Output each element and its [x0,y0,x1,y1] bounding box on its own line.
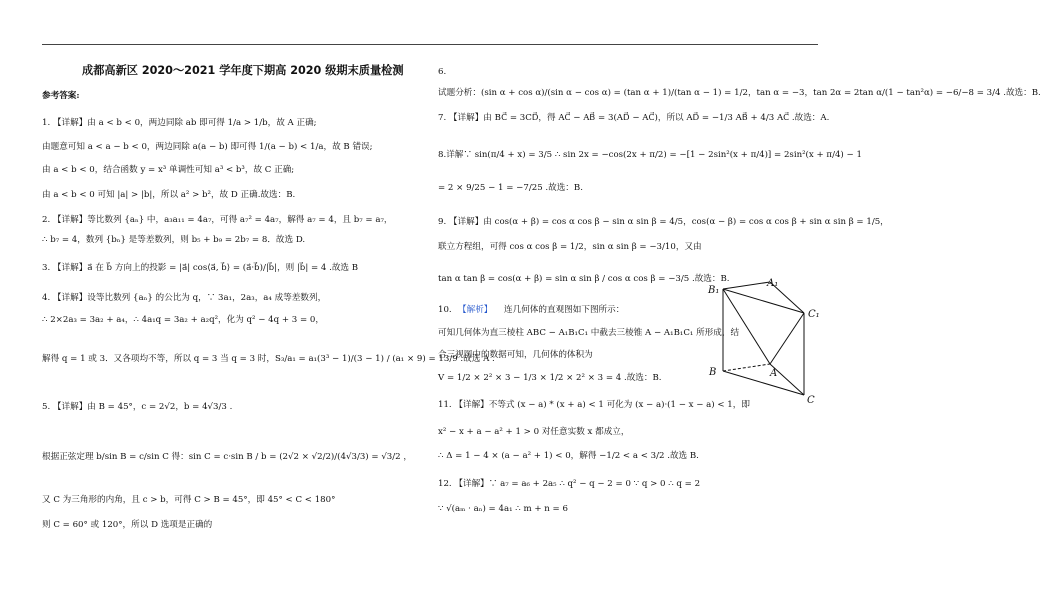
q9-line-b: 联立方程组，可得 cos α cos β = 1/2，sin α sin β = −3/10，又由 [438,242,702,252]
q7-line: 7. 【详解】由 BC⃗ = 3CD⃗，得 AC⃗ − AB⃗ = 3(AD⃗ − AC⃗)，所以 AD⃗ = −1/3 AB⃗ + 4/3 AC⃗ .故选：A. [438,113,830,123]
document-title: 成都高新区 2020～2021 学年度下期高 2020 级期末质量检测 [82,64,404,77]
q10-line-a: 连几何体的直观图如下图所示： [504,305,625,315]
q5-line-d: 则 C = 60° 或 120°，所以 D 选项是正确的 [42,520,213,530]
q1-line-a: 1. 【详解】由 a < b < 0，两边同除 ab 即可得 1/a > 1/b，故 A 正确; [42,118,317,128]
label-c1: C₁ [808,309,820,320]
header-rule [42,44,818,45]
label-a: A [770,368,778,379]
q11-line-b: x² − x + a − a² + 1 > 0 对任意实数 x 都成立， [438,427,630,437]
q6-line: 试题分析：(sin α + cos α)/(sin α − cos α) = (tan α + 1)/(tan α − 1) = 1/2，tan α = −3，tan 2α = 2tan α/(1 − tan²α) = −6/−8 = 3/4 .故选：B. [438,88,1041,98]
q12-line-b: ∵ √(aₘ · aₙ) = 4a₁ ∴ m + n = 6 [438,504,568,514]
q3-line: 3. 【详解】a⃗ 在 b⃗ 方向上的投影 = |a⃗| cos⟨a⃗, b⃗⟩ = (a⃗·b⃗)/|b⃗|，则 |b⃗| = 4 .故选 B [42,263,359,273]
q9-line-c: tan α tan β = cos(α + β) = sin α sin β / cos α cos β = −3/5 .故选：B. [438,274,730,284]
label-c: C [807,395,815,406]
edge-c1-a [770,313,804,364]
q8-line-a: 8.详解∵ sin(π/4 + x) = 3/5 ∴ sin 2x = −cos(2x + π/2) = −[1 − 2sin²(x + π/4)] = 2sin²(x + π/4) − 1 [438,150,862,160]
q5-line-b: 根据正弦定理 b/sin B = c/sin C 得：sin C = c·sin B / b = (2√2 × √2/2)/(4√3/3) = √3/2 ， [42,452,412,462]
q9-line-a: 9. 【详解】由 cos(α + β) = cos α cos β − sin α sin β = 4/5，cos(α − β) = cos α cos β + sin α sin β = 1/5， [438,217,889,227]
label-b: B [709,367,717,378]
edge-b1-a1 [723,282,770,289]
q8-line-b: = 2 × 9/25 − 1 = −7/25 .故选：B. [438,183,583,193]
q10-analysis-tag: 【解析】 [458,305,493,315]
q12-line-a: 12. 【详解】∵ a₇ = a₆ + 2a₅ ∴ q² − q − 2 = 0 ∵ q > 0 ∴ q = 2 [438,479,701,489]
edge-b-c [723,371,804,395]
q10-number: 10. [438,305,452,315]
q10-line-c: 合三视图中的数据可知，几何体的体积为 [438,350,593,360]
q10-line-d: V = 1/2 × 2² × 3 − 1/3 × 1/2 × 2² × 3 = 4 .故选：B. [438,373,662,383]
q11-line-c: ∴ Δ = 1 − 4 × (a − a² + 1) < 0，解得 −1/2 < a < 3/2 .故选 B. [438,451,699,461]
q4-line-b: ∴ 2×2a₃ = 3a₂ + a₄，∴ 4a₁q = 3a₂ + a₂q²，化为 q² − 4q + 3 = 0， [42,315,324,325]
q5-line-c: 又 C 为三角形的内角，且 c > b，可得 C > B = 45°，即 45° < C < 180° [42,495,336,505]
q4-line-a: 4. 【详解】设等比数列 {aₙ} 的公比为 q，∵ 3a₁，2a₃，a₄ 成等差数列， [42,293,327,303]
edge-b-a-hidden [723,364,770,371]
q5-line-a: 5. 【详解】由 B = 45°，c = 2√2，b = 4√3/3 . [42,402,233,412]
q1-line-c: 由 a < b < 0，结合函数 y = x³ 单调性可知 a³ < b³，故 C 正确; [42,165,295,175]
q6-number: 6. [438,67,447,77]
prism-figure [708,277,828,407]
q2-line-b: ∴ b₇ = 4，数列 {bₙ} 是等差数列，则 b₅ + b₉ = 2b₇ = 8．故选 D. [42,235,306,245]
edge-b1-a [723,289,770,364]
q10-line-b: 可知几何体为直三棱柱 ABC − A₁B₁C₁ 中截去三棱锥 A − A₁B₁C₁ 所形成，结 [438,328,740,338]
q1-line-b: 由题意可知 a < a − b < 0，两边同除 a(a − b) 即可得 1/(a − b) < 1/a，故 B 错误; [42,142,373,152]
edge-b1-c1 [723,289,804,313]
label-b1: B₁ [708,285,720,296]
q2-line-a: 2. 【详解】等比数列 {aₙ} 中，a₃a₁₁ = 4a₇，可得 a₇² = 4a₇，解得 a₇ = 4，且 b₇ = a₇， [42,215,393,225]
label-a1: A₁ [767,278,779,289]
q11-line-a: 11. 【详解】不等式 (x − a) * (x + a) < 1 可化为 (x − a)·(1 − x − a) < 1，即 [438,400,750,410]
q4-line-c: 解得 q = 1 或 3．又各项均不等，所以 q = 3 当 q = 3 时，S₃/a₁ = a₁(3³ − 1)/(3 − 1) / (a₁ × 9) = 13/9 .故选 A . [42,354,495,364]
answer-header: 参考答案: [42,91,80,101]
q1-line-d: 由 a < b < 0 可知 |a| > |b|，所以 a² > b²，故 D 正确.故选：B. [42,190,296,200]
